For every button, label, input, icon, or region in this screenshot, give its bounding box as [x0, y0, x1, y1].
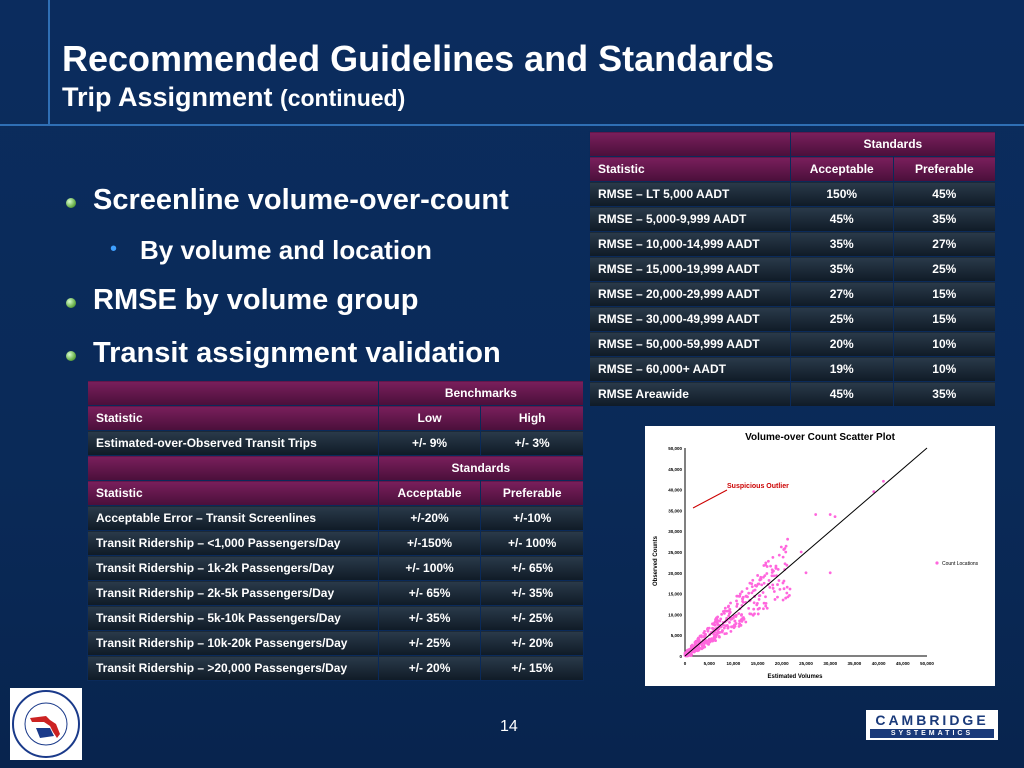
scatter-point — [728, 612, 731, 615]
row-stat: RMSE – 10,000-14,999 AADT — [590, 232, 791, 257]
cambridge-systematics-logo — [866, 710, 998, 740]
transit-bench-blank — [88, 381, 379, 406]
transit-table — [87, 380, 584, 681]
scatter-point — [748, 612, 751, 615]
table-row — [590, 332, 996, 357]
transit-col-statistic: Statistic — [88, 406, 379, 431]
table-row — [88, 556, 584, 581]
y-tick-label: 35,000 — [668, 508, 682, 514]
table-row — [590, 357, 996, 382]
scatter-point — [758, 594, 761, 597]
row-stat: Acceptable Error – Transit Screenlines — [88, 506, 379, 531]
subtitle-note: (continued) — [280, 85, 406, 111]
row-stat: RMSE – 50,000-59,999 AADT — [590, 332, 791, 357]
row-stat: RMSE Areawide — [590, 382, 791, 407]
scatter-point — [788, 594, 791, 597]
x-tick-label: 50,000 — [920, 661, 934, 666]
row-stat: RMSE – LT 5,000 AADT — [590, 182, 791, 207]
transit-col-low: Low — [378, 406, 481, 431]
row-low: +/- 9% — [378, 431, 481, 456]
rmse-col-acceptable: Acceptable — [790, 157, 893, 182]
row-preferable: 10% — [893, 332, 995, 357]
diagonal-line — [685, 448, 927, 656]
scatter-point — [738, 622, 741, 625]
scatter-point — [716, 615, 719, 618]
x-tick-label: 10,000 — [726, 661, 741, 666]
transit-col-statistic-2: Statistic — [88, 481, 379, 506]
row-stat: Transit Ridership – <1,000 Passengers/Day — [88, 531, 379, 556]
table-row — [590, 182, 996, 207]
scatter-point — [745, 595, 748, 598]
scatter-point — [720, 613, 723, 616]
scatter-point — [776, 596, 779, 599]
scatter-point — [772, 587, 775, 590]
row-stat: Transit Ridership – 5k-10k Passengers/Day — [88, 606, 379, 631]
outlier-arrow — [693, 490, 727, 508]
scatter-point — [766, 565, 769, 568]
scatter-point — [760, 583, 763, 586]
scatter-point — [777, 568, 780, 571]
scatter-point — [829, 571, 832, 574]
scatter-point — [768, 579, 771, 582]
row-acceptable: +/-20% — [378, 506, 481, 531]
subtitle-text: Trip Assignment — [62, 82, 273, 112]
scatter-point — [718, 635, 721, 638]
transit-standards-header: Standards — [378, 456, 583, 481]
row-stat: Transit Ridership – >20,000 Passengers/Day — [88, 656, 379, 681]
row-preferable: 25% — [893, 257, 995, 282]
y-tick-label: 30,000 — [668, 529, 682, 535]
scatter-point — [814, 513, 817, 516]
scatter-point — [733, 620, 736, 623]
scatter-ylabel: Observed Counts — [653, 535, 659, 587]
scatter-point — [729, 602, 732, 605]
scatter-point — [784, 597, 787, 600]
transit-benchmarks-header: Benchmarks — [378, 381, 583, 406]
scatter-point — [758, 598, 761, 601]
table-row — [88, 631, 584, 656]
scatter-point — [778, 588, 781, 591]
scatter-point — [728, 621, 731, 624]
row-preferable: 27% — [893, 232, 995, 257]
scatter-point — [756, 574, 759, 577]
scatter-point — [704, 635, 707, 638]
row-acceptable: 35% — [790, 257, 893, 282]
scatter-point — [771, 571, 774, 574]
scatter-point — [711, 627, 714, 630]
scatter-point — [714, 634, 717, 637]
transit-col-acceptable: Acceptable — [378, 481, 481, 506]
scatter-point — [742, 618, 745, 621]
scatter-point — [778, 579, 781, 582]
seal-icon — [10, 688, 82, 760]
y-tick-label: 0 — [679, 654, 682, 659]
fdot-seal-logo — [10, 688, 82, 760]
scatter-point — [703, 630, 706, 633]
scatter-point — [782, 582, 785, 585]
table-row — [590, 382, 996, 407]
scatter-point — [711, 640, 714, 643]
row-stat: Transit Ridership – 10k-20k Passengers/Day — [88, 631, 379, 656]
scatter-point — [723, 627, 726, 630]
rmse-col-statistic: Statistic — [590, 157, 791, 182]
scatter-point — [763, 574, 766, 577]
x-tick-label: 0 — [683, 661, 687, 666]
y-tick-label: 25,000 — [668, 550, 682, 555]
scatter-point — [748, 582, 751, 585]
scatter-point — [712, 637, 715, 640]
table-row — [88, 581, 584, 606]
x-tick-label: 35,000 — [847, 661, 862, 666]
row-acceptable: +/- 65% — [378, 581, 481, 606]
scatter-point — [722, 610, 725, 613]
row-preferable: +/- 15% — [481, 656, 584, 681]
scatter-point — [769, 565, 772, 568]
x-tick-label: 25,000 — [799, 661, 813, 666]
scatter-point — [771, 574, 774, 577]
scatter-point — [786, 538, 789, 541]
row-stat: RMSE – 20,000-29,999 AADT — [590, 282, 791, 307]
scatter-point — [800, 551, 803, 554]
sub-bullet-volume-location: By volume and location — [140, 235, 432, 265]
transit-col-high: High — [481, 406, 584, 431]
row-preferable: 15% — [893, 307, 995, 332]
accent-vertical-line — [48, 0, 50, 126]
row-preferable: +/- 65% — [481, 556, 584, 581]
row-acceptable: 25% — [790, 307, 893, 332]
scatter-point — [785, 592, 788, 595]
scatter-point — [736, 603, 739, 606]
logo-top-text: CAMBRIDGE — [875, 712, 989, 728]
scatter-point — [728, 610, 731, 613]
scatter-point — [773, 590, 776, 593]
bullet-rmse: RMSE by volume group — [93, 284, 419, 316]
row-stat: RMSE – 60,000+ AADT — [590, 357, 791, 382]
table-row — [590, 282, 996, 307]
y-tick-label: 40,000 — [668, 487, 682, 493]
scatter-point — [726, 627, 729, 630]
slide-subtitle — [62, 82, 405, 113]
scatter-point — [782, 599, 785, 602]
bullet-transit: Transit assignment validation — [93, 337, 501, 369]
scatter-point — [738, 620, 741, 623]
row-preferable: +/- 25% — [481, 606, 584, 631]
bullet-screenline: Screenline volume-over-count — [93, 184, 509, 216]
scatter-point — [771, 556, 774, 559]
scatter-point — [735, 605, 738, 608]
scatter-point — [746, 587, 749, 590]
scatter-point — [767, 560, 770, 563]
row-acceptable: 45% — [790, 382, 893, 407]
scatter-point — [771, 584, 774, 587]
scatter-point — [740, 613, 743, 616]
scatter-point — [742, 601, 745, 604]
y-tick-label: 5,000 — [670, 633, 682, 639]
scatter-xlabel: Estimated Volumes — [767, 674, 823, 680]
scatter-point — [741, 590, 744, 593]
transit-col-preferable: Preferable — [481, 481, 584, 506]
x-tick-label: 5,000 — [703, 661, 715, 666]
scatter-point — [774, 598, 777, 601]
x-tick-label: 45,000 — [895, 661, 910, 666]
scatter-point — [754, 584, 757, 587]
scatter-point — [726, 624, 729, 627]
scatter-point — [697, 637, 700, 640]
scatter-point — [834, 515, 837, 518]
table-row — [88, 656, 584, 681]
row-stat: RMSE – 15,000-19,999 AADT — [590, 257, 791, 282]
table-row — [88, 606, 584, 631]
table-row — [88, 531, 584, 556]
y-tick-label: 10,000 — [668, 612, 682, 618]
scatter-point — [764, 595, 767, 598]
scatter-point — [694, 641, 697, 644]
scatter-point — [784, 562, 787, 565]
scatter-point — [703, 646, 706, 649]
scatter-point — [780, 546, 783, 549]
scatter-point — [747, 607, 750, 610]
scatter-point — [706, 630, 709, 633]
scatter-point — [786, 586, 789, 589]
x-tick-label: 20,000 — [774, 661, 789, 666]
scatter-point — [719, 618, 722, 621]
scatter-point — [736, 595, 739, 598]
page-number: 14 — [500, 718, 518, 735]
scatter-point — [768, 586, 771, 589]
row-acceptable: +/- 35% — [378, 606, 481, 631]
scatter-point — [750, 591, 753, 594]
row-preferable: 15% — [893, 282, 995, 307]
scatter-point — [727, 605, 730, 608]
scatter-point — [721, 631, 724, 634]
scatter-point — [733, 623, 736, 626]
scatter-svg — [645, 426, 995, 686]
scatter-point — [735, 600, 738, 603]
accent-horizontal-line — [0, 124, 1024, 126]
row-stat: Transit Ridership – 2k-5k Passengers/Day — [88, 581, 379, 606]
scatter-title: Volume-over Count Scatter Plot — [745, 432, 895, 443]
x-tick-label: 15,000 — [750, 661, 765, 666]
scatter-point — [758, 583, 761, 586]
scatter-point — [776, 583, 779, 586]
x-tick-label: 30,000 — [823, 661, 838, 666]
scatter-point — [778, 554, 781, 557]
row-preferable: 35% — [893, 382, 995, 407]
row-acceptable: +/- 20% — [378, 656, 481, 681]
table-row — [590, 307, 996, 332]
row-acceptable: 27% — [790, 282, 893, 307]
y-tick-label: 50,000 — [668, 446, 682, 451]
scatter-point — [705, 640, 708, 643]
scatter-point — [882, 480, 885, 483]
row-stat: Transit Ridership – 1k-2k Passengers/Day — [88, 556, 379, 581]
scatter-point — [711, 622, 714, 625]
row-acceptable: +/- 25% — [378, 631, 481, 656]
scatter-point — [763, 582, 766, 585]
scatter-point — [753, 601, 756, 604]
logo-bottom-text: SYSTEMATICS — [870, 729, 994, 738]
scatter-point — [739, 593, 742, 596]
rmse-col-preferable: Preferable — [893, 157, 995, 182]
scatter-point — [714, 619, 717, 622]
x-tick-label: 40,000 — [871, 661, 886, 666]
table-row — [88, 506, 584, 531]
rmse-standards-table — [589, 131, 996, 407]
scatter-point — [789, 588, 792, 591]
scatter-point — [758, 607, 761, 610]
scatter-point — [700, 634, 703, 637]
scatter-point — [751, 579, 754, 582]
scatter-point — [783, 587, 786, 590]
sub-bullet-dot-icon: • — [110, 238, 118, 260]
legend-marker — [935, 561, 938, 564]
row-preferable: 45% — [893, 182, 995, 207]
row-preferable: +/- 35% — [481, 581, 584, 606]
row-acceptable: +/-150% — [378, 531, 481, 556]
row-acceptable: +/- 100% — [378, 556, 481, 581]
row-stat: Estimated-over-Observed Transit Trips — [88, 431, 379, 456]
table-row — [590, 232, 996, 257]
scatter-point — [744, 621, 747, 624]
transit-std-blank — [88, 456, 379, 481]
scatter-point — [785, 545, 788, 548]
scatter-point — [756, 602, 759, 605]
scatter-point — [741, 597, 744, 600]
scatter-point — [735, 614, 738, 617]
table-row — [590, 207, 996, 232]
row-acceptable: 19% — [790, 357, 893, 382]
scatter-point — [759, 578, 762, 581]
y-tick-label: 15,000 — [668, 591, 682, 597]
row-preferable: +/- 20% — [481, 631, 584, 656]
row-preferable: +/-10% — [481, 506, 584, 531]
scatter-point — [763, 602, 766, 605]
scatter-point — [723, 632, 726, 635]
row-acceptable: 35% — [790, 232, 893, 257]
row-preferable: 10% — [893, 357, 995, 382]
scatter-point — [782, 556, 785, 559]
bullet-dot-icon — [66, 351, 76, 361]
y-tick-label: 45,000 — [668, 466, 682, 472]
scatter-point — [754, 589, 757, 592]
scatter-point — [714, 639, 717, 642]
scatter-point — [784, 551, 787, 554]
scatter-point — [762, 591, 765, 594]
scatter-point — [765, 572, 768, 575]
scatter-point — [708, 627, 711, 630]
row-acceptable: 150% — [790, 182, 893, 207]
table-row — [88, 431, 584, 456]
scatter-point — [764, 605, 767, 608]
slide-title: Recommended Guidelines and Standards — [62, 38, 775, 79]
rmse-standards-header: Standards — [790, 132, 995, 157]
scatter-point — [691, 644, 694, 647]
scatter-point — [782, 548, 785, 551]
scatter-point — [753, 612, 756, 615]
scatter-point — [829, 513, 832, 516]
scatter-point — [747, 592, 750, 595]
scatter-point — [805, 571, 808, 574]
row-stat: RMSE – 5,000-9,999 AADT — [590, 207, 791, 232]
outlier-annotation: Suspicious Outlier — [727, 483, 789, 490]
row-stat: RMSE – 30,000-49,999 AADT — [590, 307, 791, 332]
bullet-dot-icon — [66, 298, 76, 308]
rmse-header-blank — [590, 132, 791, 157]
scatter-point — [724, 607, 727, 610]
scatter-point — [762, 607, 765, 610]
y-tick-label: 20,000 — [668, 570, 682, 576]
row-acceptable: 20% — [790, 332, 893, 357]
scatter-plot — [645, 426, 995, 686]
legend-label: Count Locations — [942, 561, 979, 567]
bullet-dot-icon — [66, 198, 76, 208]
scatter-point — [716, 623, 719, 626]
row-preferable: +/- 100% — [481, 531, 584, 556]
scatter-point — [729, 630, 732, 633]
row-acceptable: 45% — [790, 207, 893, 232]
scatter-point — [775, 565, 778, 568]
scatter-point — [751, 585, 754, 588]
table-row — [590, 257, 996, 282]
row-preferable: 35% — [893, 207, 995, 232]
scatter-point — [757, 613, 760, 616]
scatter-point — [737, 612, 740, 615]
scatter-point — [752, 608, 755, 611]
row-high: +/- 3% — [481, 431, 584, 456]
